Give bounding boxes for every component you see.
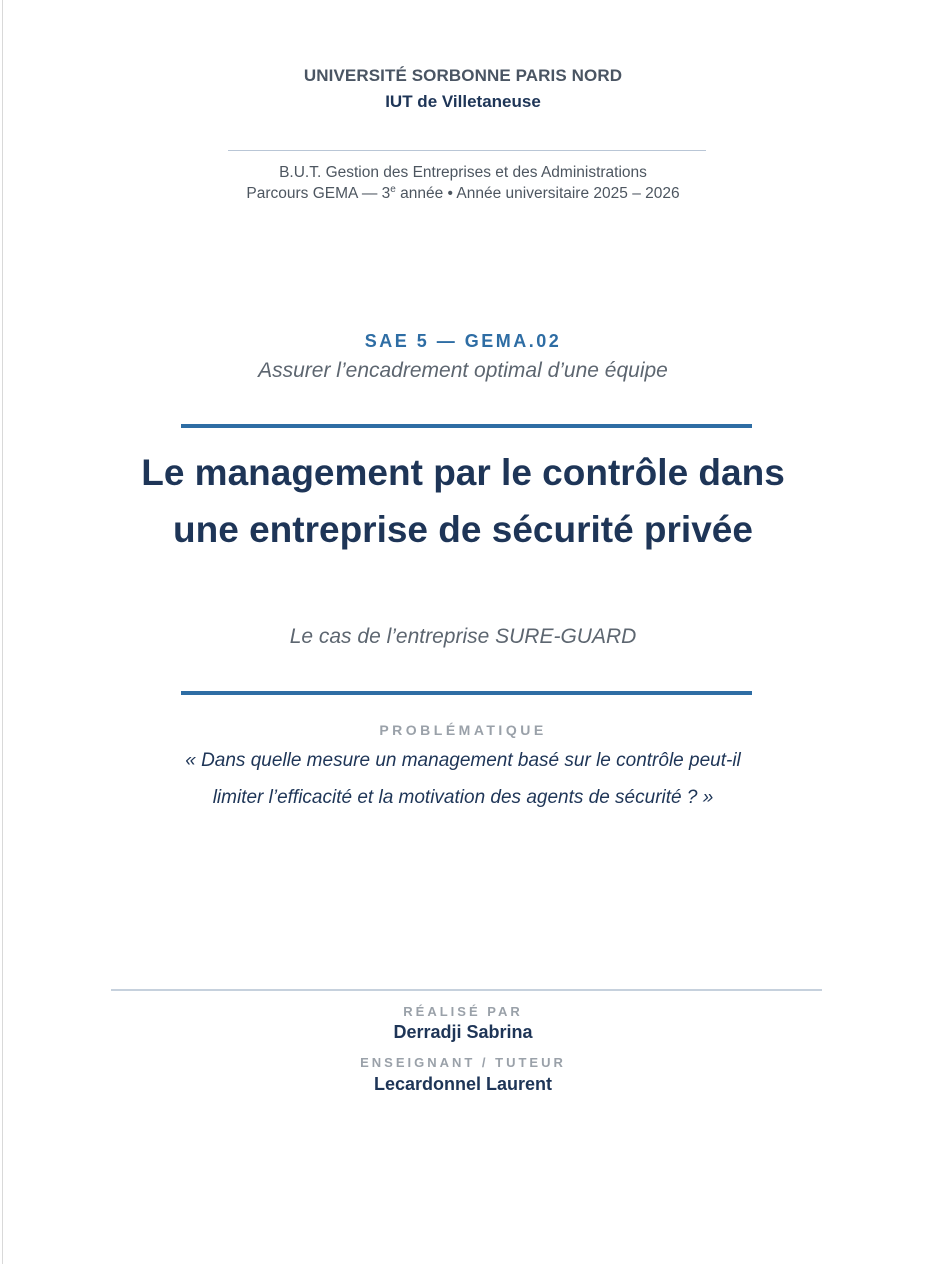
tutor-name: Lecardonnel Laurent — [373, 1074, 553, 1094]
parcours-suffix: année • Année universitaire 2025 – 2026 — [395, 185, 680, 202]
problematique-label: PROBLÉMATIQUE — [379, 722, 547, 738]
problematique-text: « Dans quelle mesure un management basé sur le contrôle peut-il limiter l’efficacité et la motivation des agents de sécurité ? » — [185, 750, 741, 808]
sae-title: Assurer l’encadrement optimal d’une équipe — [258, 359, 668, 382]
tutor-label: ENSEIGNANT / TUTEUR — [360, 1055, 566, 1070]
sae-code: SAE 5 — GEMA.02 — [364, 331, 562, 351]
credits-divider — [111, 989, 822, 991]
parcours-superscript: e — [390, 183, 396, 195]
institute-name: IUT de Villetaneuse — [385, 92, 541, 111]
document-title: Le management par le contrôle dans une entreprise de sécurité privée — [141, 452, 785, 550]
parcours-prefix: Parcours GEMA — 3 — [246, 185, 391, 202]
parcours-line — [0, 185, 926, 203]
document-subtitle: Le cas de l’entreprise SURE-GUARD — [289, 625, 637, 648]
header-divider — [228, 150, 706, 151]
author-name: Derradji Sabrina — [393, 1022, 533, 1042]
title-bottom-rule — [181, 691, 752, 695]
university-name: UNIVERSITÉ SORBONNE PARIS NORD — [303, 66, 623, 85]
author-label: RÉALISÉ PAR — [403, 1004, 523, 1019]
program-name: B.U.T. Gestion des Entreprises et des Administrations — [279, 164, 647, 181]
title-top-rule — [181, 424, 752, 428]
